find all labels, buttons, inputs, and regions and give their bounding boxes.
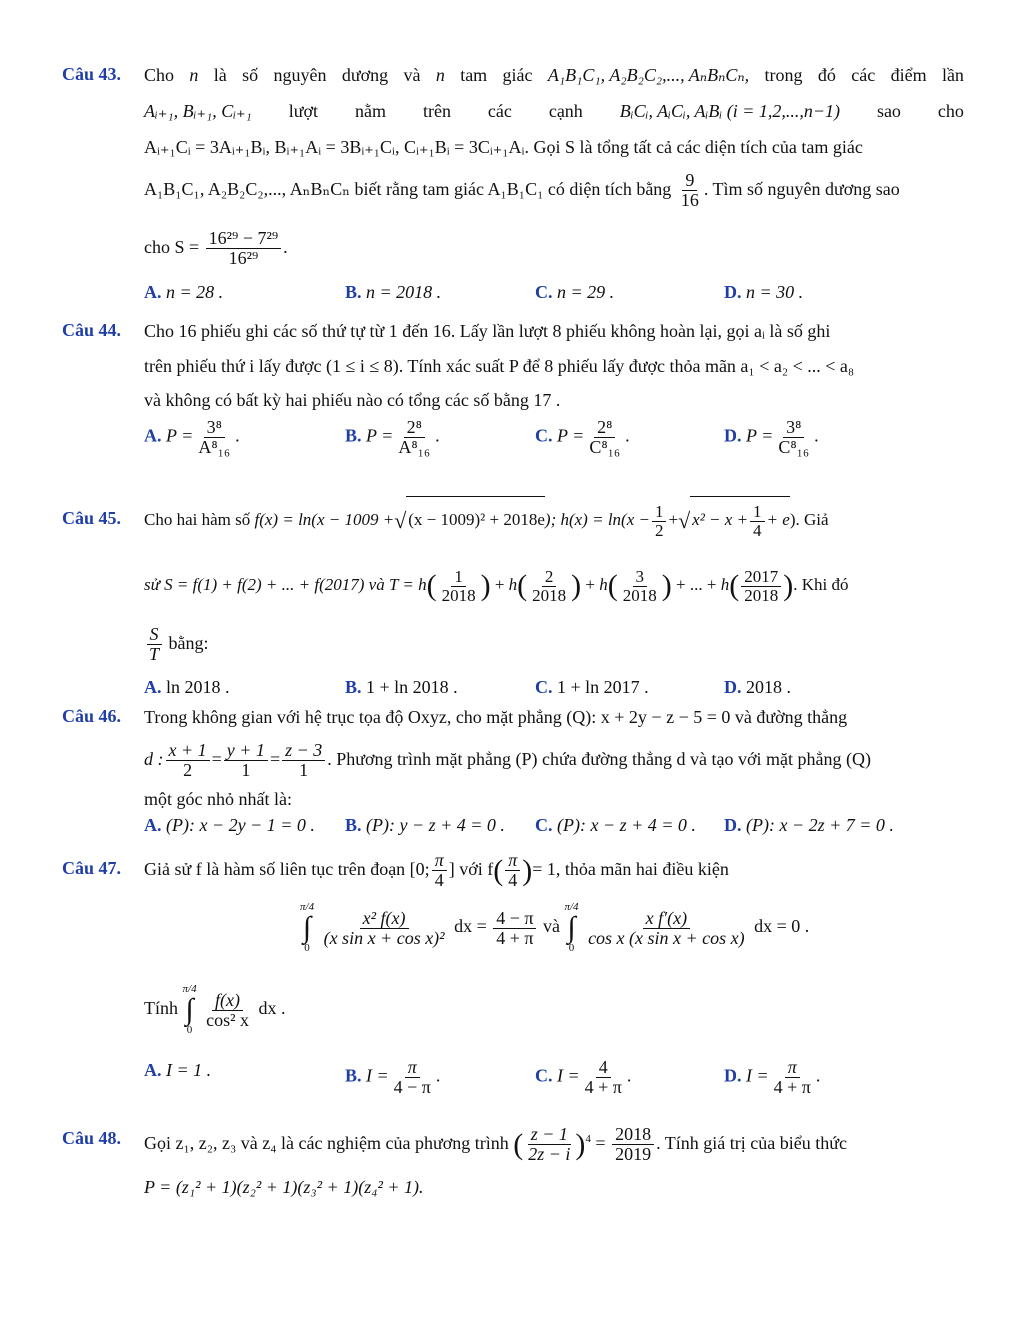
q47-option-a[interactable]: A. I = 1 . [144,1060,212,1080]
q45-option-a[interactable]: A. ln 2018 . [144,677,230,697]
integral-icon: π/4 ∫ 0 [182,983,197,1036]
q43-option-d[interactable]: D. n = 30 . [724,282,804,302]
q48-line-1: Gọi z₁, z₂, z₃ và z₄ là các nghiệm của phương trình ( $\frac{z - 1}{2z - i}$ )$^4$ = $\frac{2018}{2019}$ . Tính giá trị của biểu thức [144,1124,847,1165]
q46-line-1: Trong không gian với hệ trục tọa độ Oxyz, cho mặt phẳng (Q): x + 2y − z − 5 = 0 và đường thẳng [144,707,848,727]
q45-line-3: $\frac{S}{T}$ bằng: [144,620,964,666]
q45-option-b[interactable]: B. 1 + ln 2018 . [345,677,458,697]
question-47-label: Câu 47. [62,858,122,878]
q46-line-2: d : $\frac{x + 1}{2}$ = $\frac{y + 1}{1}$ = $\frac{z - 3}{1}$ . Phương trình mặt phẳng (P) chứa đường thẳng d và tạo với mặt phẳng (Q) [144,740,871,781]
q43-line-4: A₁B₁C₁, A₂B₂C₂,..., AₙBₙCₙ biết rằng tam giác A₁B₁C₁ có diện tích bằng $\frac{9}{16}$ . Tìm số nguyên dương sao [144,170,900,211]
q47-option-d[interactable]: D. I = $\frac{\pi}{4 + \pi}$ . [724,1057,821,1097]
q45-line-2: sử S = f(1) + f(2) + ... + f(2017) và T = h( $\frac{1}{2018}$ ) + h( $\frac{2}{2018}$ ) + h( $\frac{3}{2018}$ ) + ... + h( $\frac{2017}{2018}$ ). Khi đó [144,566,849,605]
sqrt-sign-icon: √ [394,508,407,534]
q44-line-3: và không có bất kỳ hai phiếu nào có tổng các số bằng 17 . [144,390,561,410]
q47-option-c[interactable]: C. I = $\frac{4}{4 + \pi}$ . [535,1057,632,1097]
q43-option-b[interactable]: B. n = 2018 . [345,282,442,302]
q43-option-a[interactable]: A. n = 28 . [144,282,224,302]
q46-option-a[interactable]: A. (P): x − 2y − 1 = 0 . [144,815,315,835]
q46-option-b[interactable]: B. (P): y − z + 4 = 0 . [345,815,505,835]
q43-line-5: cho S = $\frac{\text{16²⁹ − 7²⁹}}{\text{16²⁹}}$ . [144,228,288,269]
q48-line-2: P = (z₁² + 1)(z₂² + 1)(z₃² + 1)(z₄² + 1). [144,1177,424,1197]
integral-icon: π/4 ∫ 0 [300,901,315,954]
q47-line-1: Giả sử f là hàm số liên tục trên đoạn [0; $\frac{\pi}{4}$ ] với f( $\frac{\pi}{4}$ )= 1, thỏa mãn hai điều kiện [144,850,729,891]
sqrt-sign-icon: √ [678,508,691,534]
question-43-label: Câu 43. [62,64,122,84]
q44-option-c[interactable]: C. P = $\frac{\text{2⁸}}{\text{C⁸₁₆}}$ . [535,417,630,457]
q44-line-2: trên phiếu thứ i lấy được (1 ≤ i ≤ 8). Tính xác suất P để 8 phiếu lấy được thỏa mãn a₁ < a₂ < ... < a₈ [144,356,855,376]
q43-line-2: Aᵢ₊₁, Bᵢ₊₁, Cᵢ₊₁ lượt nằm trên các cạnh BᵢCᵢ, AᵢCᵢ, AᵢBᵢ (i = 1,2,...,n−1) sao cho [144,101,964,121]
question-46-label: Câu 46. [62,706,122,726]
q44-option-a[interactable]: A. P = $\frac{\text{3⁸}}{\text{A⁸₁₆}}$ . [144,417,240,457]
q47-compute: Tính π/4 ∫ 0 $\frac{f(x)}{\text{cos² x}}$ dx . [144,983,286,1036]
q47-conditions: π/4 ∫ 0 $\frac{\text{x² f(x)}}{\text{(x sin x + cos x)²}}$ dx = $\frac{4 - \pi}{4 + \pi}$ và π/4 ∫ 0 $\frac{\text{x f′(x)}}{\text{cos x (x sin x + cos x)}}$ dx = 0 . [300,901,810,954]
q46-line-3: một góc nhỏ nhất là: [144,789,292,809]
fraction-s-value: $\frac{\text{16²⁹ − 7²⁹}}{\text{16²⁹}}$ [206,229,282,268]
q43-line-3: Aᵢ₊₁Cᵢ = 3Aᵢ₊₁Bᵢ, Bᵢ₊₁Aᵢ = 3Bᵢ₊₁Cᵢ, Cᵢ₊₁Bᵢ = 3Cᵢ₊₁Aᵢ. Gọi S là tổng tất cả các diện tích của tam giác [144,137,863,157]
fraction-9-16: $\frac{9}{16}$ [680,170,699,211]
q47-option-b[interactable]: B. I = $\frac{\pi}{4 - \pi}$ . [345,1057,441,1097]
question-45-label: Câu 45. [62,508,122,528]
integral-icon: π/4 ∫ 0 [564,901,579,954]
q45-line-1: Cho hai hàm số f(x) = ln(x − 1009 +√ (x − 1009)² + 2018e); h(x) = ln(x − $\frac{1}{2}$ +√ x² − x + $\frac{1}{4}$ + e). Giả [144,496,964,544]
q46-option-d[interactable]: D. (P): x − 2z + 7 = 0 . [724,815,894,835]
q43-line-1: Cho n là số nguyên dương và n tam giác A₁B₁C₁, A₂B₂C₂,..., AₙBₙCₙ, trong đó các điểm lần [144,65,964,85]
q44-option-b[interactable]: B. P = $\frac{\text{2⁸}}{\text{A⁸₁₆}}$ . [345,417,440,457]
q44-line-1: Cho 16 phiếu ghi các số thứ tự từ 1 đến 16. Lấy lần lượt 8 phiếu không hoàn lại, gọi aᵢ là số ghi [144,321,831,341]
q45-option-d[interactable]: D. 2018 . [724,677,791,697]
q44-option-d[interactable]: D. P = $\frac{\text{3⁸}}{\text{C⁸₁₆}}$ . [724,417,819,457]
q43-option-c[interactable]: C. n = 29 . [535,282,615,302]
q46-option-c[interactable]: C. (P): x − z + 4 = 0 . [535,815,696,835]
question-44-label: Câu 44. [62,320,122,340]
question-48-label: Câu 48. [62,1128,122,1148]
q45-option-c[interactable]: C. 1 + ln 2017 . [535,677,649,697]
